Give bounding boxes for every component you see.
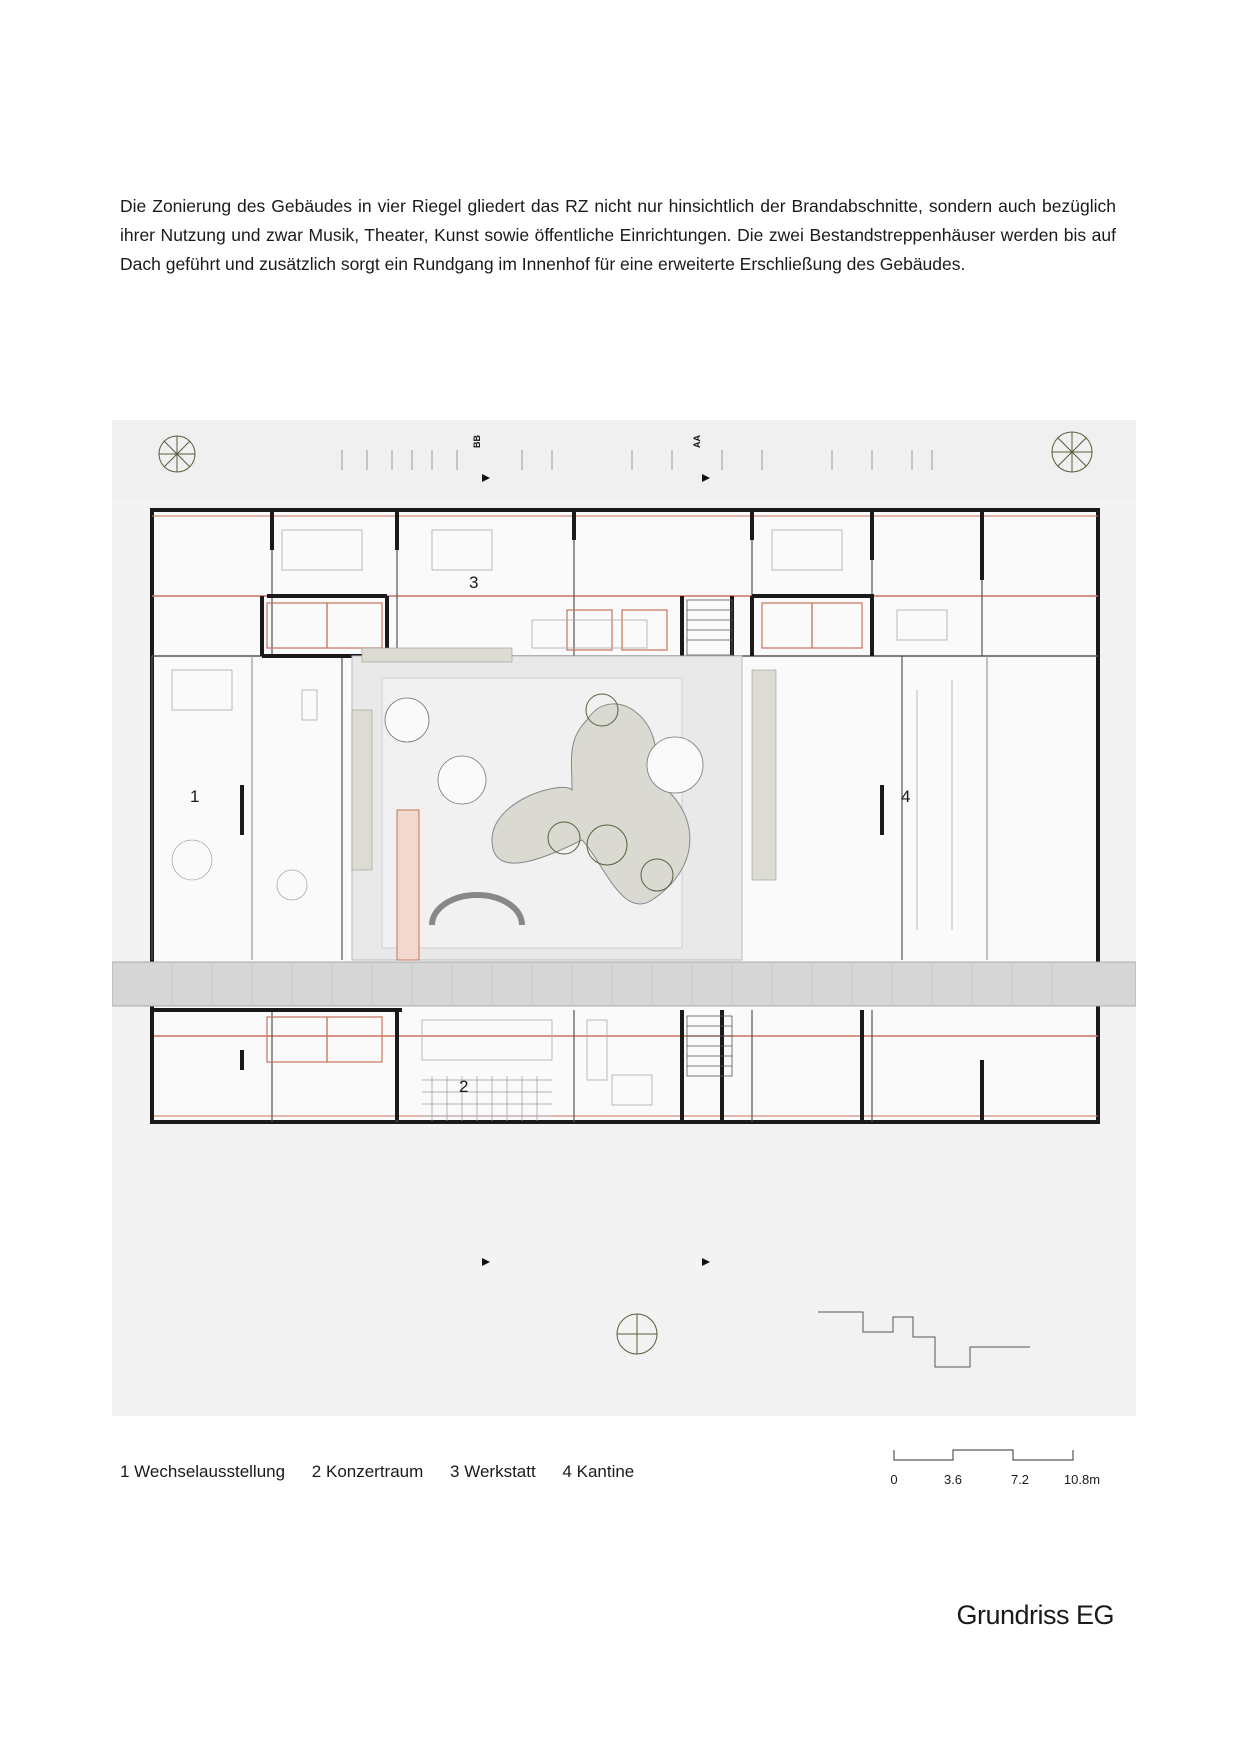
floor-plan <box>112 420 1136 1416</box>
legend <box>120 1462 656 1482</box>
section-label-bb: BB <box>472 435 482 448</box>
section-label-aa: AA <box>692 435 702 448</box>
room-number-3: 3 <box>469 573 479 592</box>
corridor <box>112 962 1136 1006</box>
scale-label: 7.2 <box>1010 1472 1030 1487</box>
drawing-title: Grundriss EG <box>956 1600 1114 1630</box>
legend-item: 2 Konzertraum <box>311 1462 424 1481</box>
legend-item: 1 Wechselausstellung <box>120 1462 286 1481</box>
room-number-2: 2 <box>459 1077 469 1096</box>
scale-label: 3.6 <box>943 1472 963 1487</box>
legend-item: 3 Werkstatt <box>450 1462 536 1481</box>
scale-label: 10.8m <box>1063 1472 1101 1487</box>
courtyard <box>352 648 776 960</box>
scale-label: 0 <box>890 1472 898 1487</box>
legend-item: 4 Kantine <box>562 1462 635 1481</box>
room-number-4: 4 <box>901 787 911 806</box>
room-number-1: 1 <box>190 787 200 806</box>
description-text: Die Zonierung des Gebäudes in vier Riegel gliedert das RZ nicht nur hinsichtlich der Brandabschnitte, sondern auch bezüglich ihrer Nutzung und zwar Musik, Theater, Kunst sowie öffentliche Einrichtungen. Die zwei Bestandstreppenhäuser werden bis auf Dach geführt und zusätzlich sorgt ein Rundgang im Innenhof für eine erweiterte Erschließung des Gebäudes. <box>120 196 1116 274</box>
